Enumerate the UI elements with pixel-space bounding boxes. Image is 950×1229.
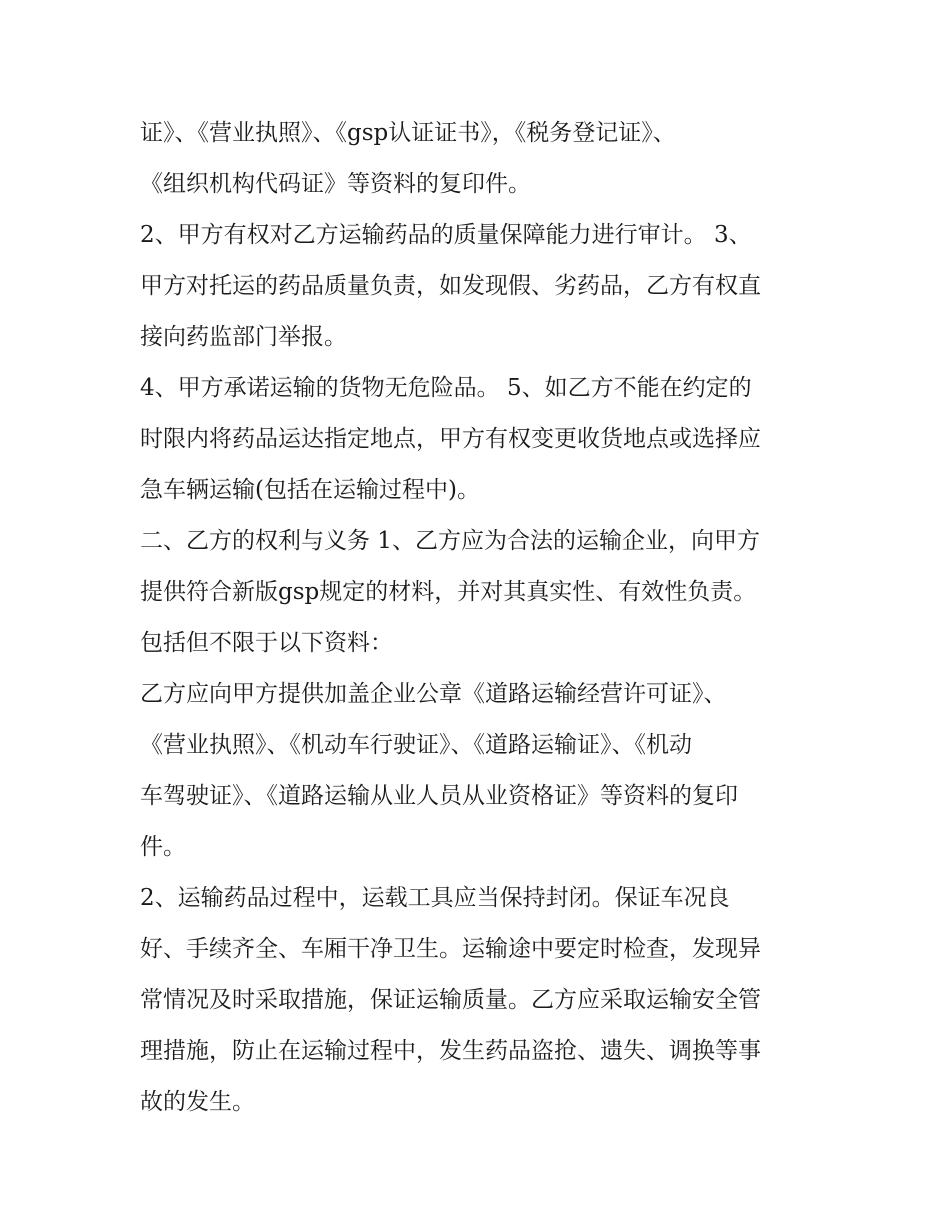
text-line: 包括但不限于以下资料：	[140, 630, 393, 656]
text-line: 甲方对托运的药品质量负责，如发现假、劣药品，乙方有权直	[140, 273, 761, 299]
contract-body-text	[140, 108, 830, 1128]
text-line: 接向药监部门举报。	[140, 324, 347, 350]
text-line: 《营业执照》、《机动车行驶证》、《道路运输证》、《机动	[140, 732, 692, 758]
text-line: 理措施，防止在运输过程中，发生药品盗抢、遗失、调换等事	[140, 1038, 761, 1064]
text-line: 《组织机构代码证》等资料的复印件。	[140, 171, 531, 197]
text-line: 提供符合新版gsp规定的材料，并对其真实性、有效性负责。	[140, 579, 757, 605]
text-line: 时限内将药品运达指定地点，甲方有权变更收货地点或选择应	[140, 426, 761, 452]
text-line: 好、手续齐全、车厢干净卫生。运输途中要定时检查，发现异	[140, 936, 761, 962]
text-line: 件。	[140, 834, 186, 860]
text-line: 常情况及时采取措施，保证运输质量。乙方应采取运输安全管	[140, 987, 761, 1013]
text-line: 故的发生。	[140, 1089, 255, 1115]
text-line: 乙方应向甲方提供加盖企业公章《道路运输经营许可证》、	[140, 681, 727, 707]
text-line: 证》、《营业执照》、《gsp认证证书》，《税务登记证》、	[140, 120, 676, 146]
text-line: 4、甲方承诺运输的货物无危险品。 5、如乙方不能在约定的	[140, 375, 752, 401]
text-line: 二、乙方的权利与义务 1、乙方应为合法的运输企业，向甲方	[140, 528, 760, 554]
text-line: 2、甲方有权对乙方运输药品的质量保障能力进行审计。 3、	[140, 222, 752, 248]
text-line: 2、运输药品过程中，运载工具应当保持封闭。保证车况良	[140, 885, 730, 911]
text-line: 车驾驶证》、《道路运输从业人员从业资格证》等资料的复印	[140, 783, 738, 809]
text-line: 急车辆运输(包括在运输过程中)。	[140, 477, 480, 503]
